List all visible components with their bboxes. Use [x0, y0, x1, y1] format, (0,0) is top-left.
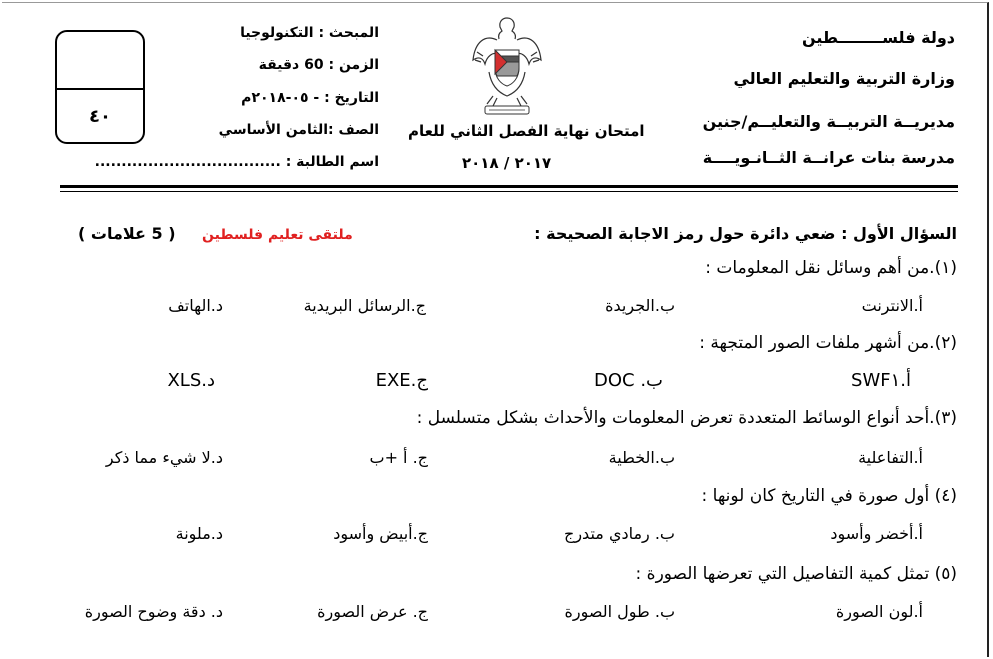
question-3: (٣).أحد أنواع الوسائط المتعددة تعرض المعلومات والأحداث بشكل متسلسل :: [416, 408, 957, 428]
q5-option-d: د. دقة وضوح الصورة: [84, 602, 223, 621]
header-directorate: مديريــة التربيــة والتعليــم/جنين: [702, 112, 955, 131]
score-divider: [57, 88, 143, 90]
q2-option-a: أ.SWF١: [851, 370, 911, 391]
question-2: (٢).من أشهر ملفات الصور المتجهة :: [699, 333, 957, 353]
forum-watermark-text: ملتقى تعليم فلسطين: [202, 227, 353, 243]
q1-option-d: د.الهاتف: [168, 296, 223, 315]
q5-option-b: ب. طول الصورة: [564, 602, 675, 621]
exam-year: ٢٠١٧ / ٢٠١٨: [462, 154, 552, 172]
q5-option-c: ج. عرض الصورة: [317, 602, 428, 621]
header-school: مدرسة بنات عرانــة الثــانـويــــة: [702, 148, 955, 167]
score-total: ٤٠: [89, 106, 111, 127]
q1-option-b: ب.الجريدة: [605, 296, 675, 315]
score-box: [55, 30, 145, 144]
q2-option-d: د.XLS: [167, 370, 215, 391]
exam-title: امتحان نهاية الفصل الثاني للعام: [408, 122, 645, 140]
question-4: (٤) أول صورة في التاريخ كان لونها :: [701, 486, 957, 506]
grade-field: الصف :الثامن الأساسي: [218, 122, 379, 138]
q3-option-d: د.لا شيء مما ذكر: [105, 448, 223, 467]
q3-option-c: ج. أ +ب: [369, 448, 428, 467]
q1-option-c: ج.الرسائل البريدية: [303, 296, 426, 315]
header-rule-thin: [60, 191, 958, 192]
q2-option-c: ج.EXE: [375, 370, 428, 391]
q4-option-b: ب. رمادي متدرج: [564, 524, 675, 543]
q4-option-c: ج.أبيض وأسود: [333, 524, 428, 543]
marks-label: ( 5 علامات ): [78, 224, 176, 243]
palestine-emblem-icon: [467, 12, 547, 116]
q2-option-b: ب. DOC: [594, 370, 663, 391]
question-1: (١).من أهم وسائل نقل المعلومات :: [705, 258, 957, 278]
header-ministry: وزارة التربية والتعليم العالي: [733, 69, 955, 88]
subject-field: المبحث : التكنولوجيا: [240, 25, 379, 41]
q1-option-a: أ.الانترنت: [861, 296, 923, 315]
date-field: التاريخ : - ٠٥-٢٠١٨م: [241, 90, 379, 106]
question-heading: السؤال الأول : ضعي دائرة حول رمز الاجابة الصحيحة :: [534, 224, 957, 243]
question-5: (٥) تمثل كمية التفاصيل التي تعرضها الصورة :: [635, 564, 957, 584]
student-name-field: اسم الطالبة : ...................................: [94, 154, 379, 170]
header-country: دولة فلســــــــطين: [802, 28, 955, 47]
header-rule-thick: [60, 185, 958, 188]
q5-option-a: أ.لون الصورة: [835, 602, 923, 621]
q4-option-a: أ.أخضر وأسود: [830, 524, 923, 543]
q3-option-b: ب.الخطية: [608, 448, 675, 467]
q4-option-d: د.ملونة: [175, 524, 223, 543]
time-field: الزمن : 60 دقيقة: [258, 57, 379, 73]
q3-option-a: أ.التفاعلية: [858, 448, 923, 467]
